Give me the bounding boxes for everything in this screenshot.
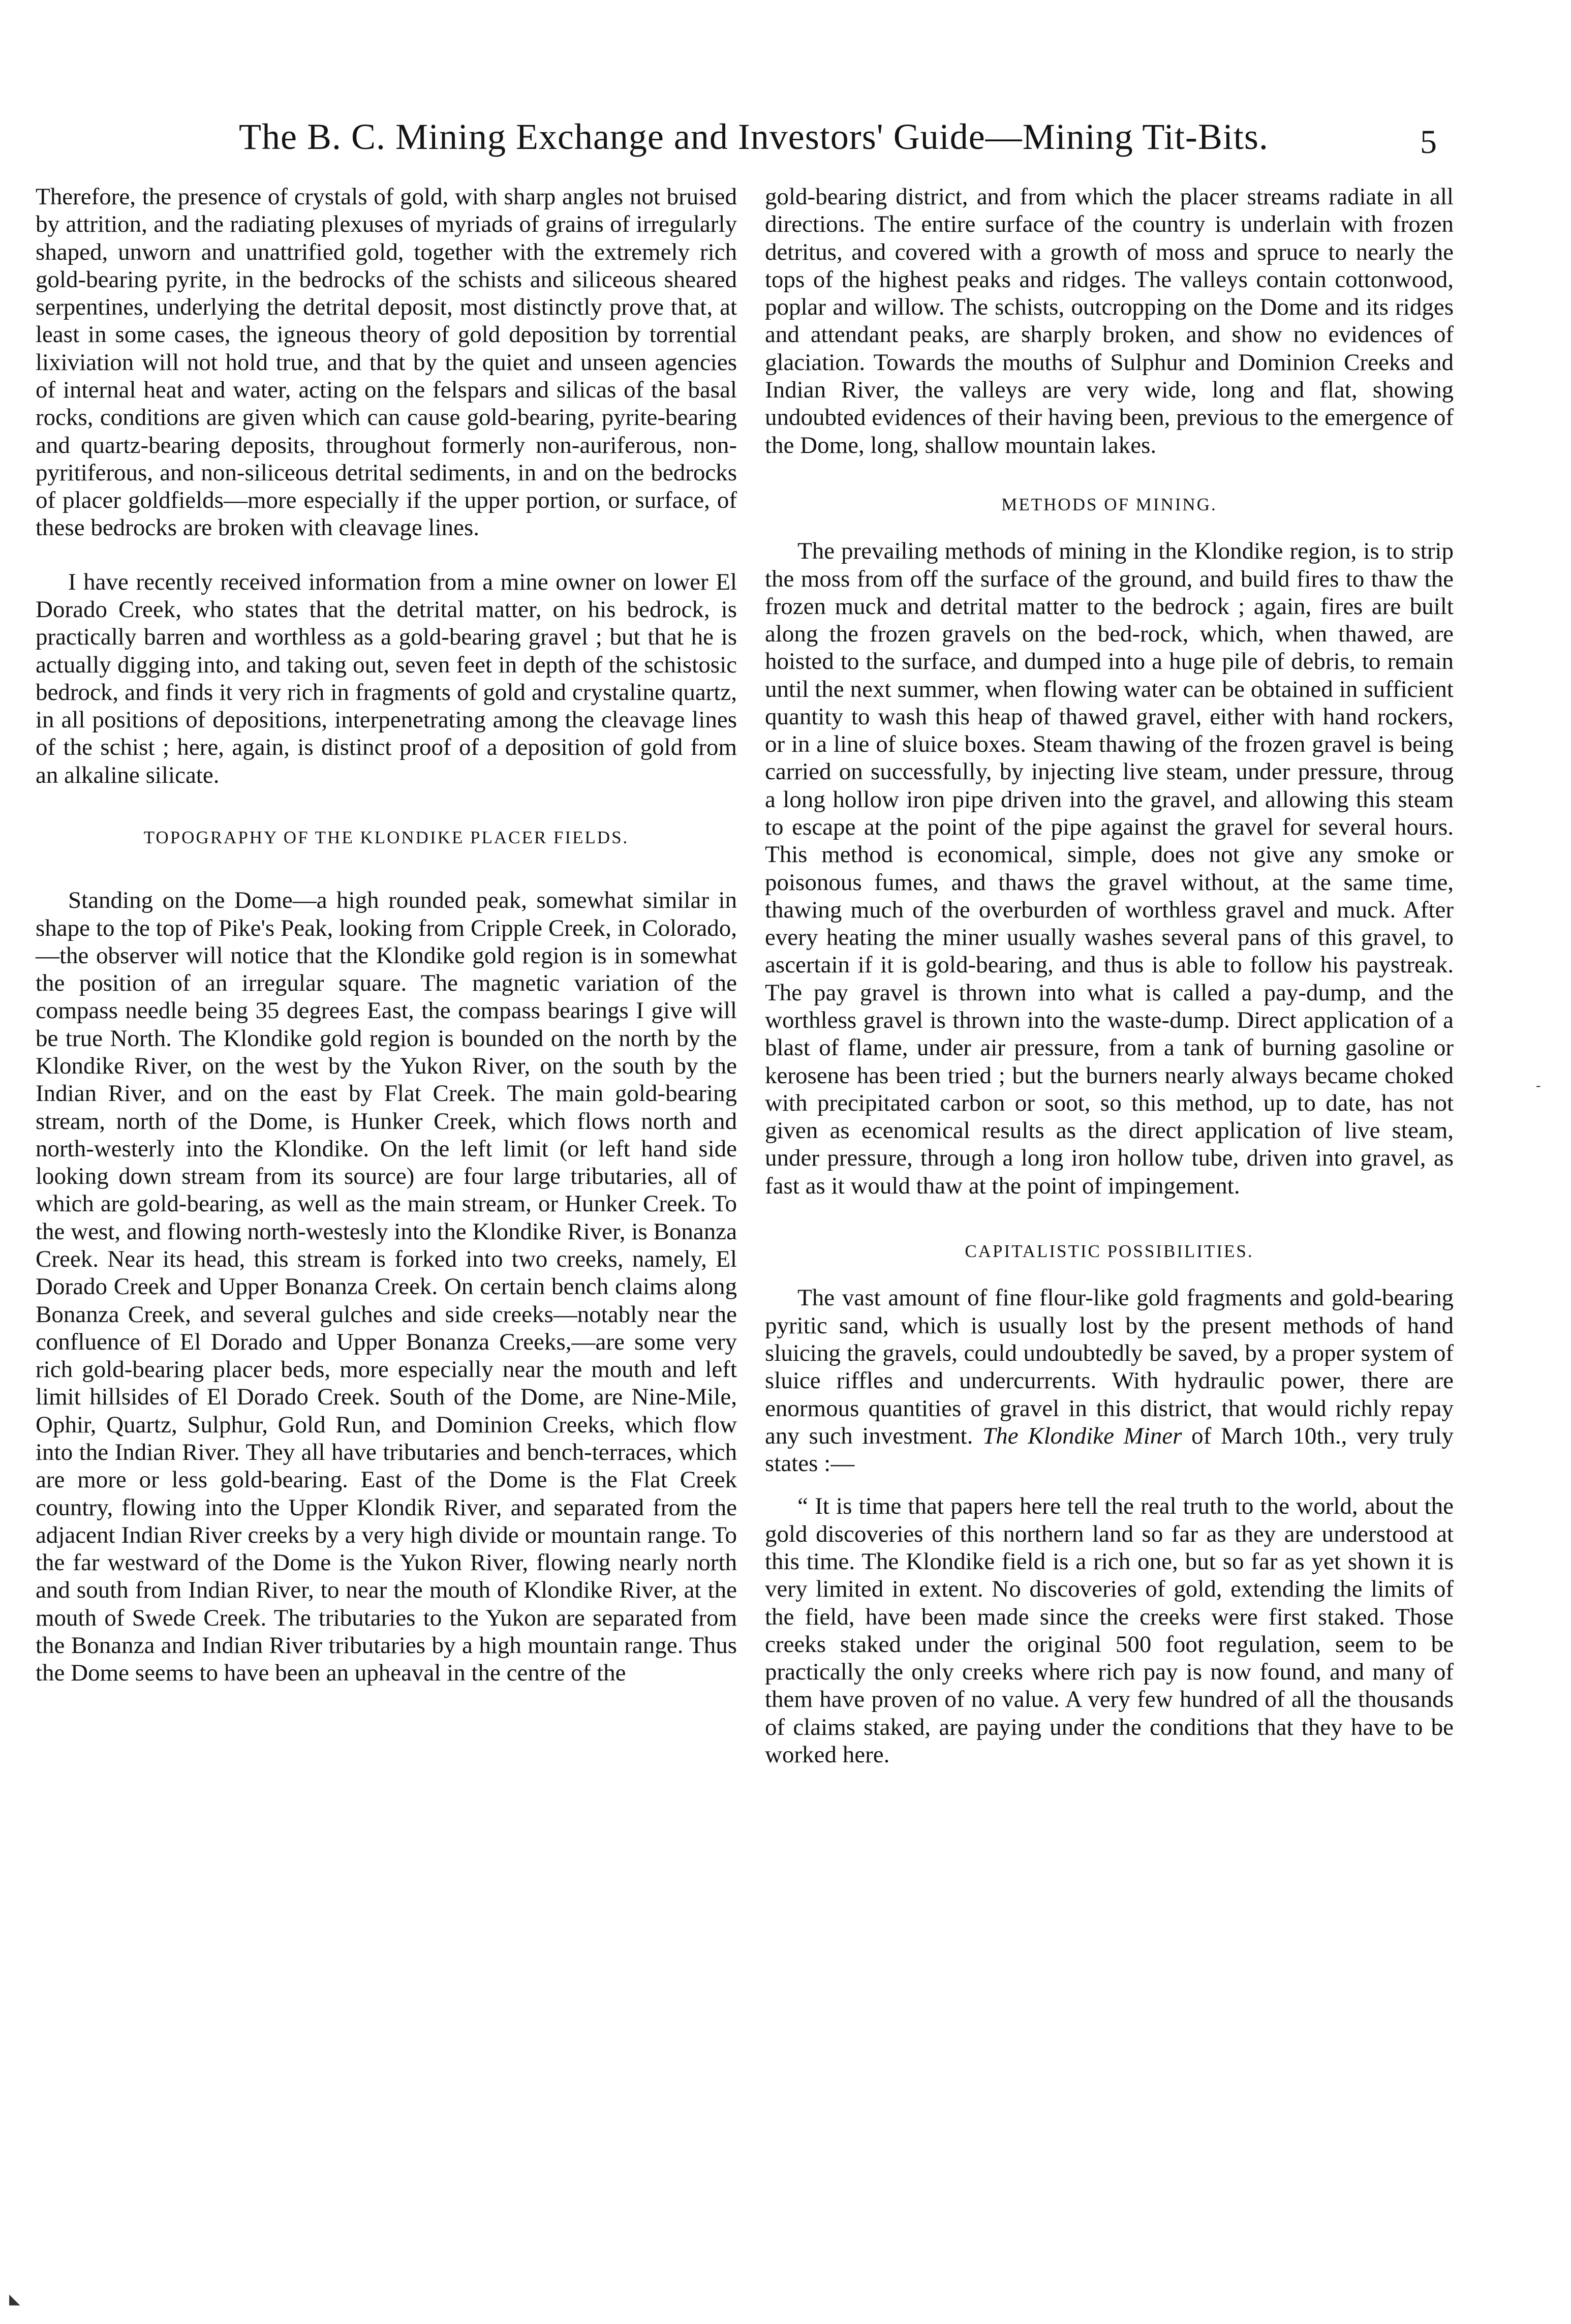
section-heading-topography: TOPOGRAPHY OF THE KLONDIKE PLACER FIELDS. xyxy=(143,827,629,847)
paragraph-gold-crystals: Therefore, the presence of crystals of gold, with sharp angles not bruised by attrition, and the radiating plexuses of myriads of grains of irregularly shaped, unworn and unattrified gold, together with the extremely rich gold-bearing pyrite, in the bedrocks of the schists and siliceous sheared serpentines, underlying the detrital deposit, most distinctly prove that, at least in some cases, the igneous theory of gold deposition by torrential lixiviation will not hold true, and that by the quiet and unseen agencies of internal heat and water, acting on the felspars and silicas of the basal rocks, conditions are given which can cause gold-bearing, pyrite-bearing and quartz-bearing deposits, throughout formerly non-auriferous, non-pyritiferous, and non-siliceous detrital sediments, in and on the bedrocks of placer goldfields—more especially if the upper portion, or surface, of these bedrocks are broken with cleavage lines. xyxy=(36,184,737,541)
right-column xyxy=(765,183,1454,1768)
capitalistic-text-end: of March 10th., very truly states :— xyxy=(765,1422,1454,1477)
margin-mark-right: - xyxy=(1536,1078,1541,1093)
page-number: 5 xyxy=(1420,124,1437,161)
paragraph-el-dorado-bedrock: I have recently received information from a mine owner on lower El Dorado Creek, who states that the detrital matter, on his bedrock, is practically barren and worthless as a gold-bearing gravel ; but that he is actually digging into, and taking out, seven feet in depth of the schistosic bedrock, and finds it very rich in fragments of gold and crystaline quartz, in all positions of depositions, interpenetrating among the cleavage lines of the schist ; here, again, is distinct proof of a deposition of gold from an alkaline silicate. xyxy=(36,568,737,788)
publication-title: The Klondike Miner xyxy=(982,1422,1182,1449)
left-column xyxy=(36,183,737,1687)
running-header xyxy=(0,116,1571,177)
running-title: The B. C. Mining Exchange and Investors' Guide—Mining Tit-Bits. xyxy=(239,116,1269,157)
section-heading-methods: METHODS OF MINING. xyxy=(1001,494,1217,514)
capitalistic-text-start: The vast amount of fine flour-like gold fragments and gold-bearing pyritic sand, which is usually lost by the present methods of hand sluicing the gravels, could undoubtedly be saved, by a proper system of sluice riffles and undercurrents. With hydraulic power, there are enormous quantities of gravel in this district, that would richly repay any such investment. xyxy=(765,1285,1454,1449)
paragraph-quotation: “ It is time that papers here tell the real truth to the world, about the gold discoveries of this northern land so far as they are understood at this time. The Klondike field is a rich one, but so far as yet shown it is very limited in extent. No discoveries of gold, extending the limits of the field, have been made since the creeks were first staked. Those creeks staked under the original 500 foot regulation, seem to be practically the only creeks where rich pay is now found, and many of them have proven of no value. A very few hundred of all the thousands of claims staked, are paying under the conditions that they have to be worked here. xyxy=(765,1493,1454,1768)
paragraph-methods: The prevailing methods of mining in the Klondike region, is to strip the moss from off the surface of the ground, and build fires to thaw the frozen muck and detrital matter to the bedrock ; again, fires are built along the frozen gravels on the bed-rock, which, when thawed, are hoisted to the surface, and dumped into a huge pile of debris, to remain until the next summer, when flowing water can be obtained in sufficient quantity to wash this heap of thawed gravel, either with hand rockers, or in a line of sluice boxes. Steam thawing of the frozen gravel is being carried on successfully, by injecting live steam, under pressure, throug a long hollow iron pipe driven into the gravel, and allowing this steam to escape at the point of the pipe against the gravel for several hours. This method is economical, simple, does not give any smoke or poisonous fumes, and thaws the gravel without, at the same time, thawing much of the overburden of worthless gravel and muck. After every heating the miner usually washes several pans of this gravel, to ascertain if it is gold-bearing, and thus is able to follow his paystreak. The pay gravel is thrown into what is called a pay-dump, and the worthless gravel is thrown into the waste-dump. Direct application of a blast of flame, under air pressure, from a tank of burning gasoline or kerosene has been tried ; but the burners nearly always became choked with precipitated carbon or soot, so this method, up to date, has not given as ecenomical results as the direct application of live steam, under pressure, through a long iron hollow tube, driven into gravel, as fast as it would thaw at the point of impingement. xyxy=(765,538,1454,1199)
paragraph-gold-district: gold-bearing district, and from which the placer streams radiate in all directions. The entire surface of the country is underlain with frozen detritus, and covered with a growth of moss and spruce to nearly the tops of the highest peaks and ridges. The valleys contain cottonwood, poplar and willow. The schists, outcropping on the Dome and its ridges and attendant peaks, are sharply broken, and show no evidences of glaciation. Towards the mouths of Sulphur and Dominion Creeks and Indian River, the valleys are very wide, long and flat, showing undoubted evidences of their having been, previous to the emergence of the Dome, long, shallow mountain lakes. xyxy=(765,184,1454,458)
paragraph-capitalistic xyxy=(765,1284,1454,1477)
margin-mark-bottom-left: ◣ xyxy=(9,2291,20,2307)
paragraph-topography: Standing on the Dome—a high rounded peak, somewhat similar in shape to the top of Pike's Peak, looking from Cripple Creek, in Colorado,—the observer will notice that the Klondike gold region is in somewhat the position of an irregular square. The magnetic variation of the compass needle being 35 degrees East, the compass bearings I give will be true North. The Klondike gold region is bounded on the north by the Klondike River, on the west by the Yukon River, on the south by the Indian River, and on the east by Flat Creek. The main gold-bearing stream, north of the Dome, is Hunker Creek, which flows north and north-westerly into the Klondike. On the left limit (or left hand side looking down stream from its source) are four large tributaries, all of which are gold-bearing, as well as the main stream, or Hunker Creek. To the west, and flowing north-westesly into the Klondike River, is Bonanza Creek. Near its head, this stream is forked into two creeks, namely, El Dorado Creek and Upper Bonanza Creek. On certain bench claims along Bonanza Creek, and several gulches and side creeks—notably near the confluence of El Dorado and Upper Bonanza Creeks,—are some very rich gold-bearing placer beds, more especially near the mouth and left limit hillsides of El Dorado Creek. South of the Dome, are Nine-Mile, Ophir, Quartz, Sulphur, Gold Run, and Dominion Creeks, which flow into the Indian River. They all have tributaries and bench-terraces, which are more or less gold-bearing. East of the Dome is the Flat Creek country, flowing into the Upper Klondik River, and separated from the adjacent Indian River creeks by a very high divide or mountain range. To the far westward of the Dome is the Yukon River, flowing nearly north and south from Indian River, to near the mouth of Klondike River, at the mouth of Swede Creek. The tributaries to the Yukon are separated from the Bonanza and Indian River tributaries by a high mountain range. Thus the Dome seems to have been an upheaval in the centre of the xyxy=(36,887,737,1687)
section-heading-capitalistic: CAPITALISTIC POSSIBILITIES. xyxy=(965,1241,1254,1261)
